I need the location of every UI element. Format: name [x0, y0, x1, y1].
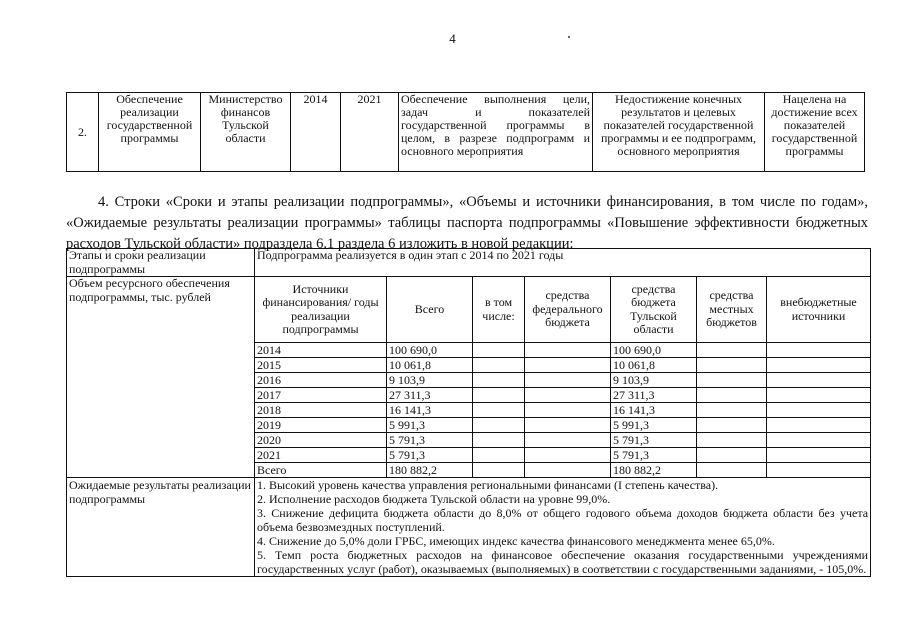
header-local: средства местных бюджетов: [697, 277, 767, 343]
year-cell: 2014: [255, 343, 387, 358]
total-cell: 16 141,3: [387, 403, 473, 418]
federal-cell: [525, 343, 611, 358]
extra-cell: [767, 373, 871, 388]
federal-cell: [525, 433, 611, 448]
local-cell: [697, 433, 767, 448]
federal-cell: [525, 403, 611, 418]
row-link: Нацелена на достижение всех показателей государственной программы: [765, 93, 865, 172]
extra-cell: [767, 343, 871, 358]
table-row: [67, 478, 871, 577]
row-tasks: Обеспечение выполнения цели, задач и показателей государственной программы в целом, в разрезе подпрограмм и основного мероприятия: [399, 93, 593, 172]
regional-cell: 10 061,8: [611, 358, 697, 373]
stages-value: Подпрограмма реализуется в один этап с 2014 по 2021 годы: [255, 249, 871, 277]
local-cell: [697, 418, 767, 433]
total-cell: 9 103,9: [387, 373, 473, 388]
header-federal: средства федерального бюджета: [525, 277, 611, 343]
result-item: 1. Высокий уровень качества управления региональными финансами (I степень качества).: [257, 478, 719, 492]
passport-table: [66, 248, 871, 577]
results-cell: [255, 478, 871, 577]
federal-cell: [525, 388, 611, 403]
incl-cell: [473, 388, 525, 403]
total-cell: 5 791,3: [387, 433, 473, 448]
year-cell: 2018: [255, 403, 387, 418]
header-extra: внебюджетные источники: [767, 277, 871, 343]
regional-cell: 5 791,3: [611, 433, 697, 448]
regional-cell: 180 882,2: [611, 463, 697, 478]
result-item: 5. Темп роста бюджетных расходов на финансовое обеспечение оказания государственными учреждениями государственных услуг (работ), оказываемых (выполняемых) в соответствии с государственными заданиями, - 105,0%.: [257, 548, 869, 576]
extra-cell: [767, 388, 871, 403]
body-paragraph: 4. Строки «Сроки и этапы реализации подпрограммы», «Объемы и источники финансирования, в том числе по годам», «Ожидаемые результаты реализации программы» таблицы паспорта подпрограммы «Повышение эффективности бюджетных расходов Тульской области» подраздела 6.1 раздела 6 изложить в новой редакции:: [66, 194, 868, 252]
regional-cell: 5 791,3: [611, 448, 697, 463]
local-cell: [697, 343, 767, 358]
regional-cell: 100 690,0: [611, 343, 697, 358]
incl-cell: [473, 433, 525, 448]
extra-cell: [767, 418, 871, 433]
row-consequences: Недостижение конечных результатов и целевых показателей государственной программы и ее подпрограмм, основного мероприятия: [593, 93, 765, 172]
extra-cell: [767, 448, 871, 463]
row-executor: Министерство финансов Тульской области: [201, 93, 291, 172]
federal-cell: [525, 448, 611, 463]
incl-cell: [473, 418, 525, 433]
row-number: 2.: [67, 93, 99, 172]
table-row: [67, 277, 871, 343]
table-row: [67, 249, 871, 277]
programs-table-row: [66, 92, 865, 172]
incl-cell: [473, 358, 525, 373]
total-cell: 10 061,8: [387, 358, 473, 373]
year-cell: 2015: [255, 358, 387, 373]
stages-label: Этапы и сроки реализации подпрограммы: [67, 249, 255, 277]
regional-cell: 16 141,3: [611, 403, 697, 418]
extra-cell: [767, 358, 871, 373]
federal-cell: [525, 418, 611, 433]
total-cell: 27 311,3: [387, 388, 473, 403]
incl-cell: [473, 448, 525, 463]
row-start-year: 2014: [291, 93, 341, 172]
result-item: 2. Исполнение расходов бюджета Тульской области на уровне 99,0%.: [257, 492, 611, 506]
local-cell: [697, 358, 767, 373]
local-cell: [697, 388, 767, 403]
year-cell: 2017: [255, 388, 387, 403]
incl-cell: [473, 403, 525, 418]
row-name: Обеспечение реализации государственной программы: [99, 93, 201, 172]
local-cell: [697, 403, 767, 418]
total-cell: 180 882,2: [387, 463, 473, 478]
header-total: Всего: [387, 277, 473, 343]
regional-cell: 9 103,9: [611, 373, 697, 388]
incl-cell: [473, 373, 525, 388]
year-cell: 2021: [255, 448, 387, 463]
extra-cell: [767, 433, 871, 448]
year-cell: 2016: [255, 373, 387, 388]
federal-cell: [525, 358, 611, 373]
header-incl: в том числе:: [473, 277, 525, 343]
result-item: 3. Снижение дефицита бюджета области до 8,0% от общего годового объема доходов бюджета области без учета объема безвозмездных поступлений.: [257, 506, 869, 534]
funding-label: Объем ресурсного обеспечения подпрограммы, тыс. рублей: [67, 277, 255, 478]
local-cell: [697, 463, 767, 478]
total-cell: 100 690,0: [387, 343, 473, 358]
year-cell: 2020: [255, 433, 387, 448]
year-cell: 2019: [255, 418, 387, 433]
header-regional: средства бюджета Тульской области: [611, 277, 697, 343]
regional-cell: 27 311,3: [611, 388, 697, 403]
local-cell: [697, 373, 767, 388]
total-cell: 5 791,3: [387, 448, 473, 463]
result-item: 4. Снижение до 5,0% доли ГРБС, имеющих индекс качества финансового менеджмента менее 65,0%.: [257, 534, 775, 548]
page-number: 4: [449, 31, 456, 46]
results-label: Ожидаемые результаты реализации подпрограммы: [67, 478, 255, 577]
federal-cell: [525, 373, 611, 388]
total-cell: 5 991,3: [387, 418, 473, 433]
regional-cell: 5 991,3: [611, 418, 697, 433]
incl-cell: [473, 343, 525, 358]
header-sources: Источники финансирования/ годы реализации подпрограммы: [255, 277, 387, 343]
scan-speck: [568, 36, 570, 38]
extra-cell: [767, 403, 871, 418]
federal-cell: [525, 463, 611, 478]
extra-cell: [767, 463, 871, 478]
year-cell: Всего: [255, 463, 387, 478]
row-end-year: 2021: [341, 93, 399, 172]
table-row: [67, 93, 865, 172]
local-cell: [697, 448, 767, 463]
incl-cell: [473, 463, 525, 478]
